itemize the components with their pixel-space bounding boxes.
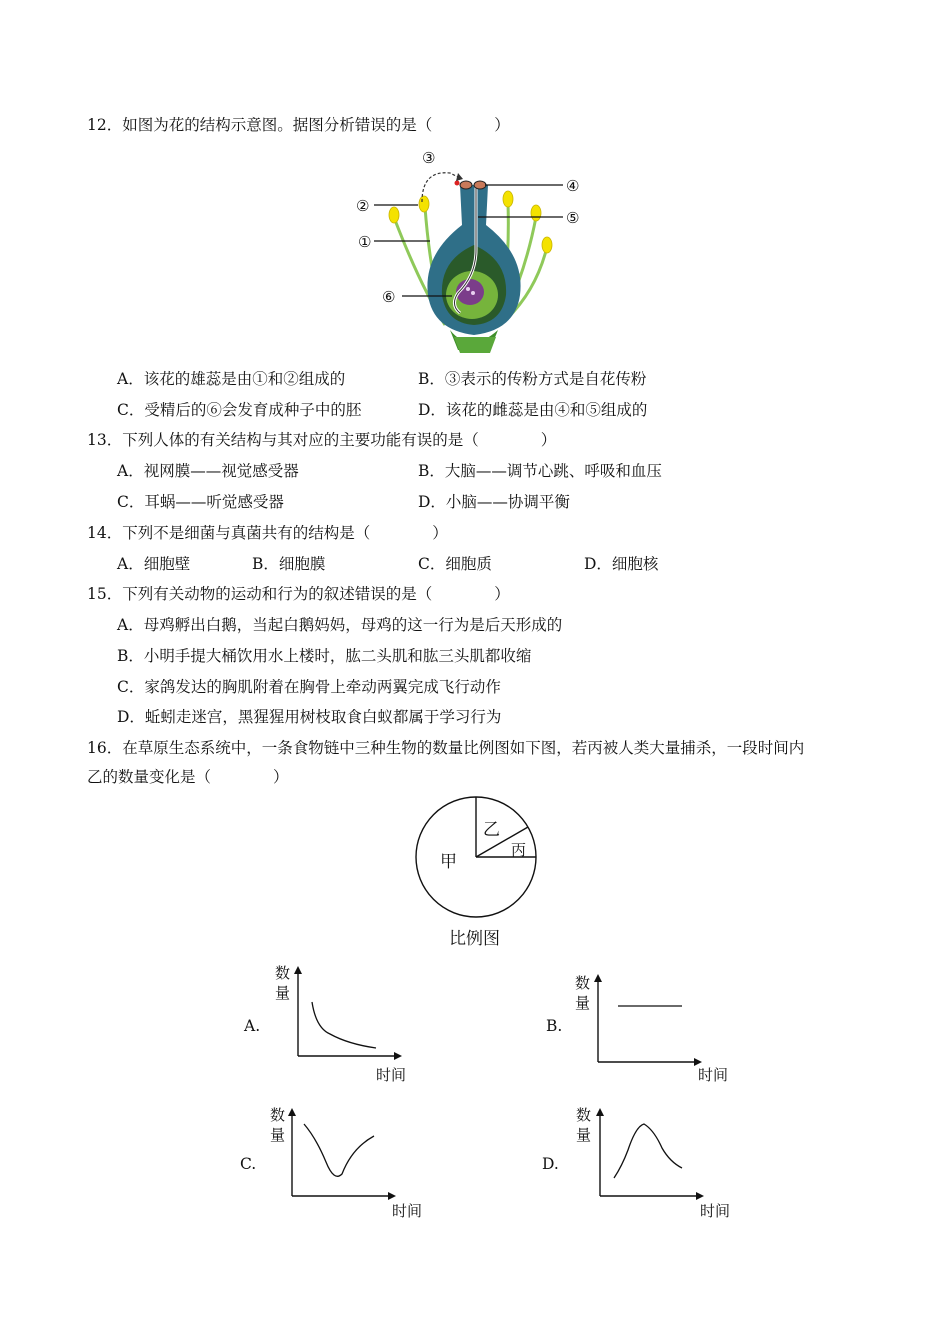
graph-d-ylabel-1: 数 [576,1106,592,1124]
graph-a [268,958,418,1088]
graph-b-ylabel-2: 量 [575,994,591,1012]
graph-c [264,1098,434,1228]
q12-option-a[interactable]: A．该花的雄蕊是由①和②组成的 [117,370,346,388]
q13-option-a[interactable]: A．视网膜——视觉感受器 [117,462,299,480]
q14-option-b[interactable]: B．细胞膜 [252,555,326,573]
pie-label-yi: 乙 [483,820,500,840]
graph-d-xlabel: 时间 [700,1202,731,1220]
q14-option-d[interactable]: D．细胞核 [584,555,659,573]
q15-option-d[interactable]: D．蚯蚓走迷宫，黑猩猩用树枝取食白蚁都属于学习行为 [117,708,502,726]
graph-c-ylabel-1: 数 [270,1106,286,1124]
graph-c-xlabel: 时间 [392,1202,423,1220]
q16-option-b[interactable]: B. [546,1017,563,1035]
q15-option-a[interactable]: A．母鸡孵出白鹅，当起白鹅妈妈，母鸡的这一行为是后天形成的 [117,616,563,634]
q16-stem-line1: 16．在草原生态系统中，一条食物链中三种生物的数量比例图如下图，若丙被人类大量捕杀，一段时间内 [87,739,805,757]
graph-c-ylabel-2: 量 [270,1126,286,1144]
q16-option-d[interactable]: D. [542,1155,559,1173]
q16-option-c[interactable]: C. [240,1155,257,1173]
graph-b-ylabel-1: 数 [575,974,591,992]
proportion-pie-chart [405,795,550,955]
label-3: ③ [422,149,436,167]
label-2: ② [356,197,370,215]
q12-option-c[interactable]: C．受精后的⑥会发育成种子中的胚 [117,401,362,419]
q12-option-d[interactable]: D．该花的雌蕊是由④和⑤组成的 [418,401,648,419]
q13-option-d[interactable]: D．小脑——协调平衡 [418,493,570,511]
q13-option-c[interactable]: C．耳蜗——听觉感受器 [117,493,284,511]
graph-b [570,958,740,1088]
graph-a-xlabel: 时间 [376,1066,407,1084]
graph-d [572,1098,742,1228]
q14-option-a[interactable]: A．细胞壁 [117,555,191,573]
q14-stem: 14．下列不是细菌与真菌共有的结构是（ ） [87,524,448,542]
flower-structure-diagram [350,145,600,360]
q12-option-b[interactable]: B．③表示的传粉方式是自花传粉 [418,370,647,388]
pie-caption: 比例图 [449,929,500,949]
graph-a-ylabel-2: 量 [275,984,291,1002]
graph-a-ylabel-1: 数 [275,964,291,982]
q12-stem: 12．如图为花的结构示意图。据图分析错误的是（ ） [87,116,510,134]
q15-option-b[interactable]: B．小明手提大桶饮用水上楼时，肱二头肌和肱三头肌都收缩 [117,647,532,665]
q16-stem-line2: 乙的数量变化是（ ） [87,768,289,786]
graph-d-ylabel-2: 量 [576,1126,592,1144]
label-5: ⑤ [566,209,580,227]
label-4: ④ [566,177,580,195]
pie-label-jia: 甲 [440,852,457,872]
label-1: ① [358,233,372,251]
graph-b-xlabel: 时间 [698,1066,729,1084]
pie-label-bing: 丙 [511,841,527,859]
q16-option-a[interactable]: A. [244,1017,261,1035]
q15-option-c[interactable]: C．家鸽发达的胸肌附着在胸骨上牵动两翼完成飞行动作 [117,678,501,696]
q13-option-b[interactable]: B．大脑——调节心跳、呼吸和血压 [418,462,662,480]
q14-option-c[interactable]: C．细胞质 [418,555,492,573]
q15-stem: 15．下列有关动物的运动和行为的叙述错误的是（ ） [87,585,510,603]
label-6: ⑥ [382,288,396,306]
q13-stem: 13．下列人体的有关结构与其对应的主要功能有误的是（ ） [87,431,557,449]
